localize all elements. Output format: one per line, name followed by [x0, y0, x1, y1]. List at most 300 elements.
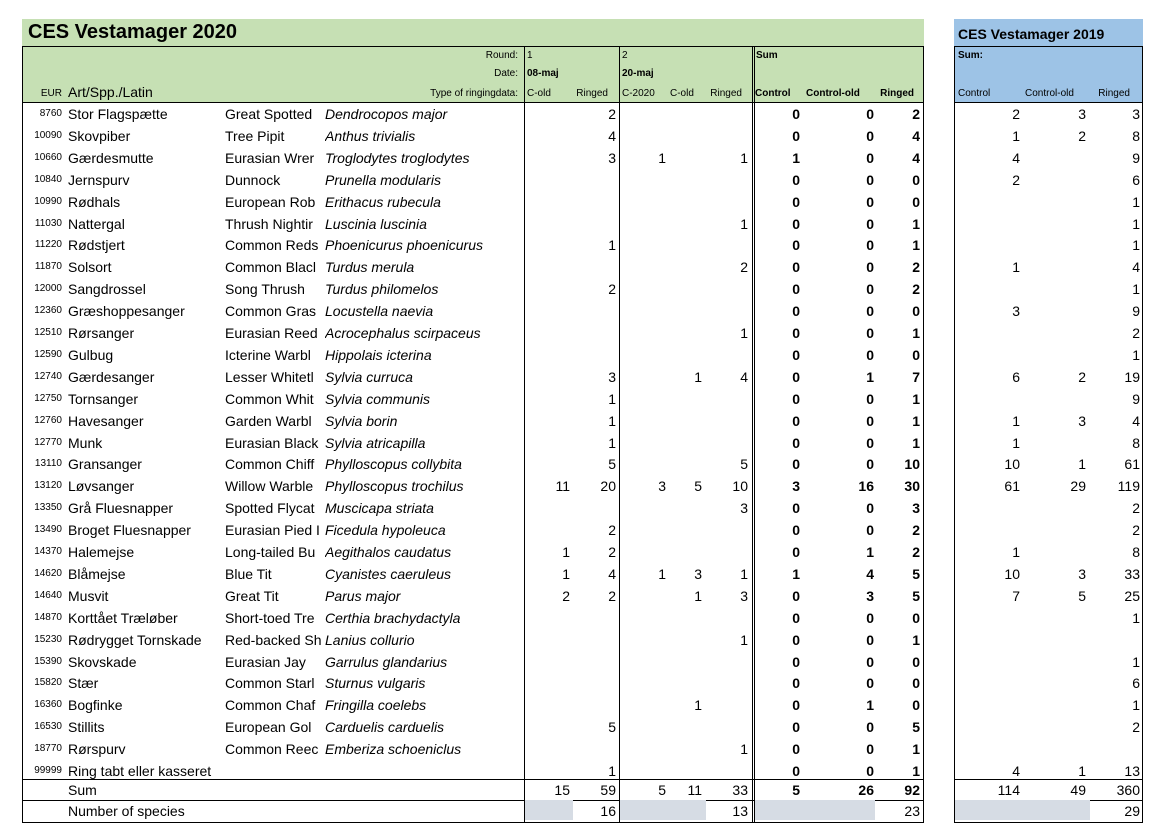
row-r2-ringed — [704, 191, 748, 213]
row-control-2019: 4 — [1012, 149, 1020, 166]
row-danish-name: Halemejse — [68, 544, 135, 560]
row-r2-c2020 — [622, 125, 666, 147]
species-grey-1 — [525, 800, 573, 820]
row-r1-ringed — [572, 651, 616, 673]
row-r1-cold — [526, 278, 570, 300]
row-english-name: Common Reds — [225, 237, 319, 254]
row-danish-name: Gærdesmutte — [68, 149, 154, 166]
row-control-old-2019: 5 — [1078, 587, 1086, 604]
row-ringed-2019: 8 — [1132, 434, 1140, 451]
row-english-name: Common Reec — [225, 741, 319, 758]
row-r2-ringed: 2 — [740, 259, 748, 276]
row-sum-control: 1 — [792, 565, 800, 582]
row-control-2019: 1 — [1012, 259, 1020, 276]
row-control-2019: 10 — [1004, 565, 1020, 582]
row-r1-ringed — [572, 300, 616, 322]
row-r2-c2020 — [622, 585, 666, 607]
row-r1-cold: 1 — [562, 565, 570, 582]
row-control-2019 — [956, 497, 1020, 519]
round-label: Round: — [485, 50, 518, 61]
row-latin-name: Sylvia atricapilla — [325, 434, 426, 451]
row-sum-control: 0 — [792, 500, 800, 517]
row-sum-control: 3 — [792, 478, 800, 495]
row-sum-control: 0 — [792, 544, 800, 560]
row-r2-c2020: 3 — [658, 478, 666, 495]
row-sum-ringed: 10 — [904, 456, 920, 473]
row-r1-cold — [526, 103, 570, 125]
row-sum-control-old: 0 — [866, 346, 874, 363]
row-ringed-2019: 33 — [1124, 565, 1140, 582]
row-control-old-2019 — [1022, 672, 1086, 694]
row-r1-cold — [526, 147, 570, 169]
row-eur: 12740 — [34, 370, 62, 382]
row-sum-control-old: 0 — [866, 390, 874, 407]
sheet-title-2019: CES Vestamager 2019 — [954, 19, 1143, 46]
row-r1-cold — [526, 519, 570, 541]
row-eur: 14870 — [34, 611, 62, 623]
row-latin-name: Sylvia borin — [325, 412, 398, 429]
row-sum-control-old: 0 — [866, 171, 874, 188]
row-sum-ringed: 0 — [912, 697, 920, 714]
row-r1-ringed — [572, 672, 616, 694]
row-control-old-2019: 3 — [1078, 106, 1086, 122]
row-ringed-2019: 1 — [1132, 346, 1140, 363]
row-sum-ringed: 5 — [912, 565, 920, 582]
species-grey-2 — [620, 800, 706, 820]
row-sum-control-old: 0 — [866, 215, 874, 232]
row-r2-ringed — [704, 716, 748, 738]
row-english-name: European Rob — [225, 193, 316, 210]
row-control-old-2019: 29 — [1070, 478, 1086, 495]
row-danish-name: Broget Fluesnapper — [68, 522, 191, 539]
row-control-2019 — [956, 607, 1020, 629]
row-r2-cold — [668, 541, 702, 563]
row-danish-name: Gulbug — [68, 346, 114, 363]
row-sum-control: 0 — [792, 237, 800, 254]
row-control-2019: 4 — [1012, 763, 1020, 779]
row-english-name: Long-tailed Bu — [225, 544, 316, 560]
row-r2-cold — [668, 103, 702, 125]
row-control-old-2019 — [1022, 432, 1086, 454]
row-r2-c2020 — [622, 453, 666, 475]
row-r1-ringed: 4 — [608, 127, 616, 144]
row-r1-cold: 11 — [555, 478, 570, 495]
row-danish-name: Bogfinke — [68, 697, 123, 714]
row-control-2019: 2 — [1012, 171, 1020, 188]
row-english-name: Eurasian Black — [225, 434, 319, 451]
row-r2-c2020 — [622, 497, 666, 519]
row-sum-ringed: 0 — [912, 171, 920, 188]
row-r1-ringed — [572, 213, 616, 235]
row-r2-ringed: 5 — [740, 456, 748, 473]
row-sum-control: 0 — [792, 609, 800, 626]
row-sum-control: 0 — [792, 522, 800, 539]
row-r2-cold — [668, 388, 702, 410]
row-danish-name: Stær — [68, 675, 99, 692]
row-r2-c2020: 1 — [658, 565, 666, 582]
row-control-old-2019 — [1022, 322, 1086, 344]
date2-value: 20-maj — [622, 68, 654, 79]
row-eur: 12770 — [34, 436, 62, 448]
row-latin-name: Parus major — [325, 587, 401, 604]
row-sum-control-old: 0 — [866, 500, 874, 517]
row-sum-ringed: 0 — [912, 303, 920, 320]
row-english-name: Short-toed Tre — [225, 609, 315, 626]
row-r1-cold — [526, 497, 570, 519]
row-r2-cold — [668, 607, 702, 629]
row-sum-control-old: 0 — [866, 412, 874, 429]
row-r2-ringed: 10 — [732, 478, 748, 495]
row-control-2019 — [956, 651, 1020, 673]
row-r2-ringed — [704, 300, 748, 322]
row-sum-control-old: 0 — [866, 281, 874, 298]
row-sum-control: 0 — [792, 127, 800, 144]
row-r1-ringed: 2 — [608, 522, 616, 539]
row-r1-cold — [526, 453, 570, 475]
row-eur: 14640 — [34, 589, 62, 601]
row-sum-control-old: 0 — [866, 653, 874, 670]
row-sum-control-old: 1 — [866, 697, 874, 714]
row-control-2019 — [956, 344, 1020, 366]
col-header-control-old-2019: Control-old — [1025, 88, 1074, 99]
row-r2-c2020 — [622, 519, 666, 541]
row-r1-ringed — [572, 191, 616, 213]
row-sum-ringed: 1 — [912, 741, 920, 758]
row-r1-ringed: 5 — [608, 456, 616, 473]
row-eur: 13350 — [34, 502, 62, 514]
row-sum-control: 0 — [792, 368, 800, 385]
row-r1-cold — [526, 256, 570, 278]
col-header-ringed1: Ringed — [576, 88, 608, 99]
row-r1-cold — [526, 738, 570, 760]
type-label: Type of ringingdata: — [430, 88, 518, 99]
row-sum-control: 0 — [792, 259, 800, 276]
col-header-control: Control — [755, 88, 791, 99]
row-r2-cold — [668, 672, 702, 694]
row-sum-ringed: 1 — [912, 763, 920, 779]
row-sum-ringed: 1 — [912, 215, 920, 232]
row-latin-name: Emberiza schoeniclus — [325, 741, 462, 758]
row-latin-name: Troglodytes troglodytes — [325, 149, 470, 166]
row-control-old-2019 — [1022, 519, 1086, 541]
row-control-old-2019 — [1022, 629, 1086, 651]
row-r1-ringed: 1 — [608, 412, 616, 429]
row-ringed-2019: 13 — [1124, 763, 1140, 779]
row-r2-c2020 — [622, 716, 666, 738]
row-r1-ringed: 1 — [608, 237, 616, 254]
row-sum-control: 0 — [792, 215, 800, 232]
row-r2-cold — [668, 278, 702, 300]
row-latin-name — [325, 760, 523, 782]
sum-ringed: 92 — [904, 782, 920, 798]
row-english-name: Eurasian Wrer — [225, 149, 315, 166]
row-r1-ringed: 2 — [608, 587, 616, 604]
row-r1-cold — [526, 169, 570, 191]
row-r2-c2020 — [622, 672, 666, 694]
row-r1-ringed — [572, 169, 616, 191]
row-ringed-2019: 119 — [1117, 478, 1140, 495]
row-r2-cold — [668, 213, 702, 235]
row-ringed-2019: 1 — [1132, 653, 1140, 670]
row-eur: 12590 — [34, 348, 62, 360]
row-r2-cold — [668, 147, 702, 169]
row-ringed-2019: 19 — [1124, 368, 1140, 385]
row-r2-cold — [668, 169, 702, 191]
row-control-2019 — [956, 716, 1020, 738]
round1-value: 1 — [527, 50, 533, 61]
row-sum-control-old: 16 — [858, 478, 874, 495]
row-r2-c2020: 1 — [658, 149, 666, 166]
row-english-name — [225, 760, 322, 782]
sum-control: 5 — [792, 782, 800, 798]
row-latin-name: Ficedula hypoleuca — [325, 522, 446, 539]
row-sum-control-old: 0 — [866, 325, 874, 341]
row-latin-name: Dendrocopos major — [325, 106, 448, 122]
row-danish-name: Stor Flagspætte — [68, 106, 168, 122]
sum-r2-c2020: 5 — [658, 782, 666, 798]
row-r1-ringed: 3 — [608, 149, 616, 166]
row-control-old-2019 — [1022, 300, 1086, 322]
row-r2-ringed: 1 — [740, 741, 748, 758]
row-control-2019: 10 — [1004, 456, 1020, 473]
row-sum-control-old: 0 — [866, 193, 874, 210]
row-control-old-2019: 3 — [1078, 412, 1086, 429]
row-control-2019 — [956, 213, 1020, 235]
row-eur: 12360 — [34, 305, 62, 317]
row-sum-control-old: 0 — [866, 127, 874, 144]
row-r2-ringed: 1 — [740, 149, 748, 166]
sum-ringed-2019: 360 — [1116, 782, 1140, 798]
row-sum-control: 0 — [792, 193, 800, 210]
row-latin-name: Carduelis carduelis — [325, 719, 445, 736]
row-latin-name: Sylvia communis — [325, 390, 431, 407]
row-eur: 10840 — [34, 173, 62, 185]
row-eur: 8760 — [39, 108, 62, 119]
row-sum-ringed: 5 — [912, 587, 920, 604]
row-sum-ringed: 7 — [912, 368, 920, 385]
row-ringed-2019: 1 — [1132, 609, 1140, 626]
row-danish-name: Korttået Træløber — [68, 609, 178, 626]
row-control-2019 — [956, 519, 1020, 541]
col-header-control-old: Control-old — [806, 88, 860, 99]
row-r2-cold — [668, 322, 702, 344]
row-r2-cold — [668, 410, 702, 432]
row-eur: 11220 — [34, 239, 62, 251]
row-ringed-2019: 9 — [1132, 149, 1140, 166]
row-control-old-2019 — [1022, 278, 1086, 300]
row-r2-ringed — [704, 410, 748, 432]
sum-r1-ringed: 59 — [600, 782, 616, 798]
row-sum-ringed: 4 — [912, 127, 920, 144]
row-control-old-2019 — [1022, 738, 1086, 760]
row-sum-control-old: 0 — [866, 434, 874, 451]
row-sum-ringed: 1 — [912, 390, 920, 407]
row-sum-control-old: 0 — [866, 303, 874, 320]
divider-round2 — [619, 46, 620, 823]
row-ringed-2019: 2 — [1132, 522, 1140, 539]
row-r1-ringed: 1 — [608, 763, 616, 779]
row-r1-cold — [526, 300, 570, 322]
row-eur: 18770 — [34, 743, 62, 755]
row-r1-ringed — [572, 607, 616, 629]
row-english-name: Common Chaf — [225, 697, 316, 714]
sum-control-old-2019: 49 — [1070, 782, 1086, 798]
row-r2-cold — [668, 300, 702, 322]
col-header-c2020: C-2020 — [622, 88, 655, 99]
row-r1-cold — [526, 694, 570, 716]
row-eur: 10990 — [34, 195, 62, 207]
row-latin-name: Aegithalos caudatus — [325, 544, 452, 560]
row-control-old-2019: 1 — [1078, 456, 1086, 473]
row-sum-control-old: 0 — [866, 763, 874, 779]
row-eur: 99999 — [34, 765, 62, 776]
row-english-name: Common Whit — [225, 390, 314, 407]
row-english-name: Song Thrush — [225, 281, 305, 298]
row-danish-name: Løvsanger — [68, 478, 135, 495]
row-r1-cold — [526, 213, 570, 235]
row-eur: 15230 — [34, 633, 62, 645]
row-r2-cold: 1 — [694, 587, 702, 604]
row-ringed-2019: 3 — [1132, 106, 1140, 122]
row-r1-cold — [526, 344, 570, 366]
row-sum-ringed: 2 — [912, 106, 920, 122]
row-r1-cold — [526, 234, 570, 256]
row-r2-c2020 — [622, 322, 666, 344]
row-r1-ringed: 2 — [608, 544, 616, 560]
row-ringed-2019: 1 — [1132, 193, 1140, 210]
row-r2-cold — [668, 256, 702, 278]
row-english-name: Icterine Warbl — [225, 346, 311, 363]
row-r1-ringed: 4 — [608, 565, 616, 582]
row-danish-name: Solsort — [68, 259, 112, 276]
row-sum-control: 0 — [792, 741, 800, 758]
col-header-control-2019: Control — [958, 88, 991, 99]
row-control-old-2019: 3 — [1078, 565, 1086, 582]
row-r2-cold — [668, 629, 702, 651]
row-danish-name: Munk — [68, 434, 103, 451]
row-sum-ringed: 5 — [912, 719, 920, 736]
row-sum-control: 0 — [792, 390, 800, 407]
col-header-ringed-2019: Ringed — [1098, 88, 1130, 99]
row-control-2019 — [956, 191, 1020, 213]
row-english-name: Garden Warbl — [225, 412, 312, 429]
row-eur: 16360 — [34, 699, 62, 711]
row-r1-cold — [526, 607, 570, 629]
row-eur: 10090 — [34, 129, 62, 141]
row-eur: 12000 — [34, 283, 62, 295]
row-control-2019: 1 — [1012, 434, 1020, 451]
row-r2-cold — [668, 344, 702, 366]
row-danish-name: Skovskade — [68, 653, 137, 670]
row-r2-ringed — [704, 169, 748, 191]
row-latin-name: Phylloscopus trochilus — [325, 478, 464, 495]
row-ringed-2019: 61 — [1124, 456, 1140, 473]
row-control-2019 — [956, 388, 1020, 410]
row-control-old-2019 — [1022, 388, 1086, 410]
row-ringed-2019: 9 — [1132, 390, 1140, 407]
row-english-name: Great Tit — [225, 587, 279, 604]
row-english-name: Eurasian Jay — [225, 653, 306, 670]
row-r1-cold: 2 — [562, 587, 570, 604]
row-sum-control-old: 0 — [866, 631, 874, 648]
row-sum-control-old: 0 — [866, 106, 874, 122]
row-eur: 12750 — [34, 392, 62, 404]
row-english-name: Common Gras — [225, 303, 317, 320]
row-r2-c2020 — [622, 344, 666, 366]
row-ringed-2019: 1 — [1132, 237, 1140, 254]
row-eur: 13120 — [34, 480, 62, 492]
row-sum-control-old: 0 — [866, 522, 874, 539]
row-r2-c2020 — [622, 256, 666, 278]
row-r2-ringed: 4 — [740, 368, 748, 385]
row-danish-name: Rørsanger — [68, 325, 135, 341]
date1-value: 08-maj — [527, 68, 559, 79]
row-sum-control-old: 0 — [866, 741, 874, 758]
row-r2-c2020 — [622, 213, 666, 235]
row-sum-control-old: 0 — [866, 719, 874, 736]
date-label: Date: — [494, 68, 518, 79]
row-r1-cold — [526, 410, 570, 432]
sum-r2-cold: 11 — [687, 782, 702, 798]
row-english-name: Common Starl — [225, 675, 315, 692]
row-ringed-2019: 2 — [1132, 719, 1140, 736]
sum-r2-ringed: 33 — [732, 782, 748, 798]
row-r2-ringed — [704, 519, 748, 541]
row-sum-control: 0 — [792, 434, 800, 451]
row-r2-ringed: 1 — [740, 631, 748, 648]
row-sum-control-old: 0 — [866, 149, 874, 166]
row-sum-control: 0 — [792, 587, 800, 604]
row-r1-cold — [526, 629, 570, 651]
row-r2-cold — [668, 125, 702, 147]
row-sum-control-old: 3 — [866, 587, 874, 604]
row-r1-cold — [526, 388, 570, 410]
row-ringed-2019: 8 — [1132, 544, 1140, 560]
sum-header: Sum — [756, 50, 778, 61]
row-ringed-2019: 4 — [1132, 412, 1140, 429]
row-r2-ringed — [704, 694, 748, 716]
row-sum-control-old: 0 — [866, 675, 874, 692]
sum-row-label: Sum — [68, 782, 97, 798]
row-sum-control-old: 0 — [866, 259, 874, 276]
row-r2-ringed — [704, 278, 748, 300]
row-latin-name: Sturnus vulgaris — [325, 675, 426, 692]
row-r1-ringed — [572, 256, 616, 278]
row-r2-ringed — [704, 607, 748, 629]
row-r1-ringed: 1 — [608, 434, 616, 451]
row-ringed-2019: 2 — [1132, 500, 1140, 517]
row-r1-cold — [526, 191, 570, 213]
row-danish-name: Skovpiber — [68, 127, 131, 144]
row-sum-control: 0 — [792, 456, 800, 473]
row-r2-ringed — [704, 541, 748, 563]
row-sum-control-old: 0 — [866, 237, 874, 254]
row-ringed-2019: 1 — [1132, 281, 1140, 298]
row-sum-control: 0 — [792, 631, 800, 648]
sum-control-old: 26 — [858, 782, 874, 798]
row-eur: 12760 — [34, 414, 62, 426]
row-r2-c2020 — [622, 234, 666, 256]
row-latin-name: Erithacus rubecula — [325, 193, 441, 210]
col-header-cold1: C-old — [527, 88, 551, 99]
row-latin-name: Phoenicurus phoenicurus — [325, 237, 483, 254]
row-eur: 14620 — [34, 567, 62, 579]
row-r1-ringed: 2 — [608, 281, 616, 298]
row-control-2019: 3 — [1012, 303, 1020, 320]
row-danish-name: Gærdesanger — [68, 368, 155, 385]
row-latin-name: Prunella modularis — [325, 171, 441, 188]
row-english-name: Eurasian Reed — [225, 325, 318, 341]
